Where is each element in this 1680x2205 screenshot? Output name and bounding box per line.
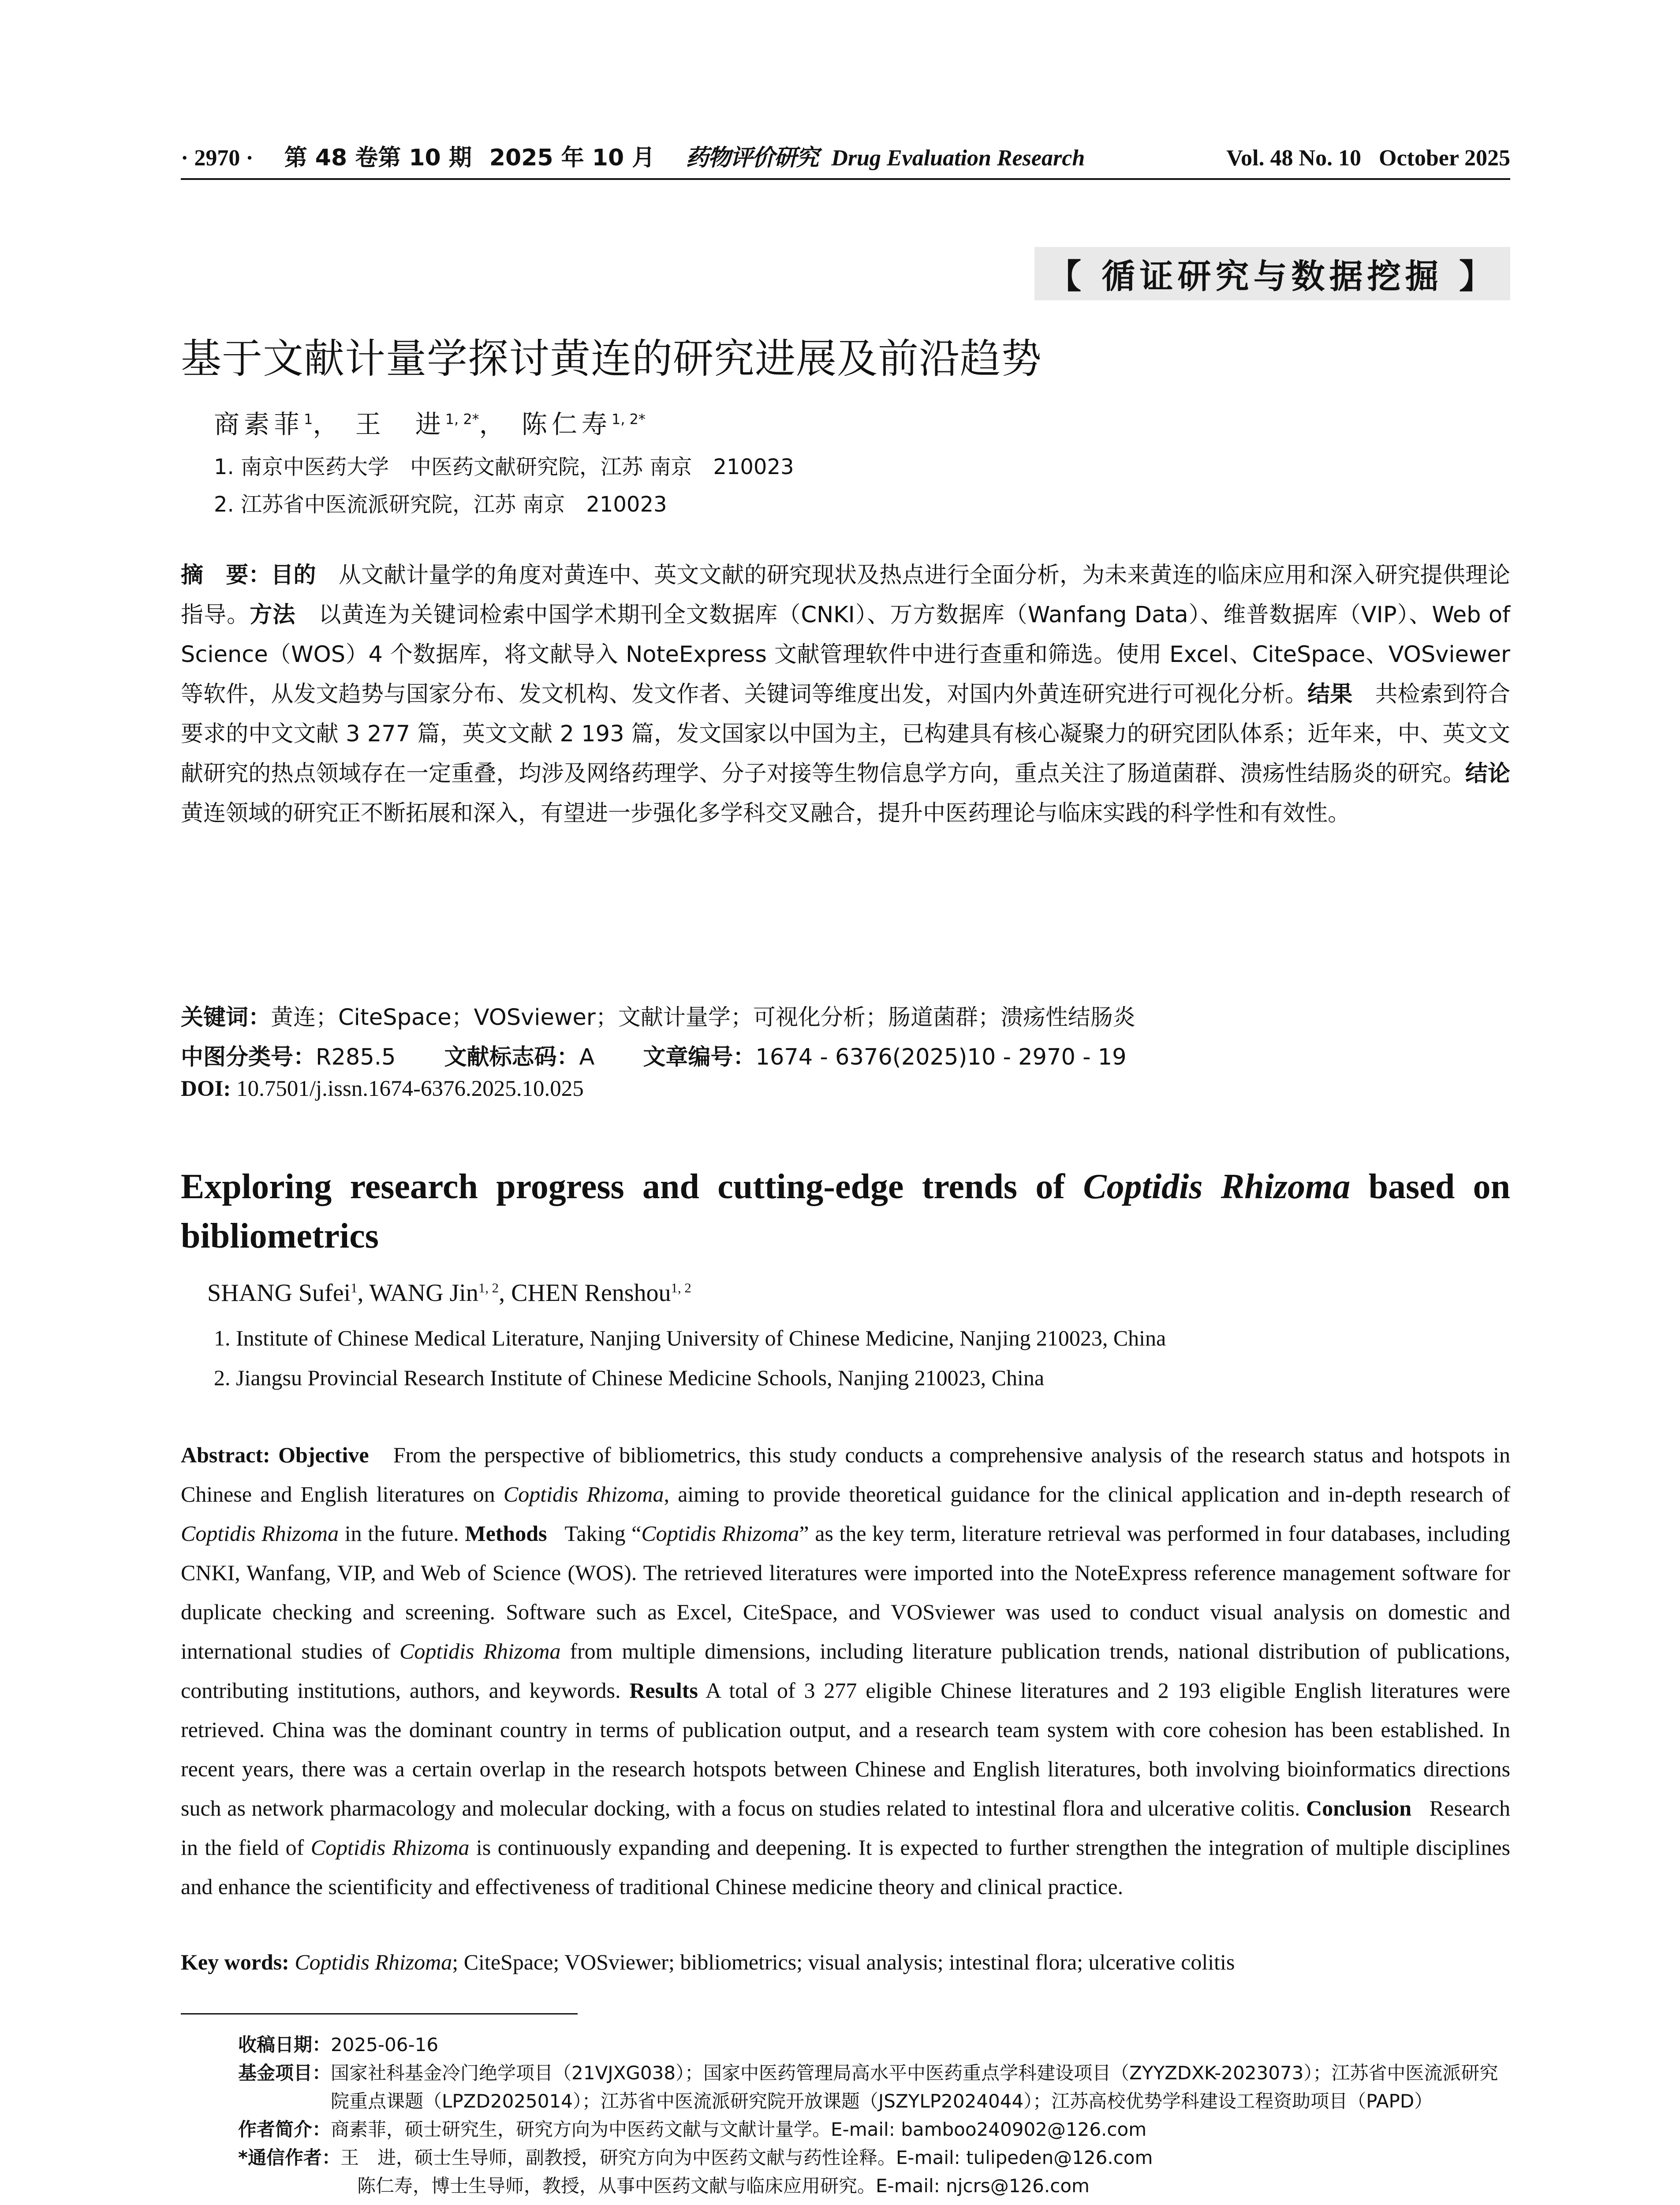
- en-objective: in the future.: [339, 1521, 459, 1546]
- en-author: SHANG Sufei: [207, 1279, 351, 1307]
- classification-row: [181, 1039, 1510, 1071]
- en-conclusion: Research in the field of: [181, 1796, 1511, 1860]
- cn-conclusion: 黄连领域的研究正不断拓展和深入，有望进一步强化多学科交叉融合，提升中医药理论与临床实践的科学性和有效性。: [181, 800, 1351, 826]
- journal-page: [181, 139, 1511, 2197]
- en-affiliation: 2. Jiangsu Provincial Research Institute of Chinese Medicine Schools, Nanjing 210023, China: [214, 1365, 1045, 1390]
- footnote-corresponding: [238, 2144, 1510, 2172]
- herb-name: Coptidis Rhizoma: [503, 1482, 664, 1506]
- cn-objective: 从文献计量学的角度对黄连中、英文文献的研究现状及热点进行全面分析，为未来黄连的临床应用和深入研究提供理论指导。: [181, 562, 1510, 628]
- cn-authors: 商素菲$^1$， 王 进$^{1, 2*}$， 陈仁寿$^{1, 2*}$: [214, 409, 646, 439]
- en-methods-label: Methods: [465, 1521, 547, 1546]
- herb-name: Coptidis Rhizoma: [181, 1521, 339, 1546]
- en-title: [181, 1162, 1510, 1261]
- herb-name: Coptidis Rhizoma: [641, 1521, 799, 1546]
- en-author-sup: 1, 2: [671, 1280, 691, 1296]
- cn-objective-label: 目的: [271, 562, 316, 588]
- footnote-divider: [181, 2013, 578, 2014]
- en-keywords-label: Key words:: [181, 1950, 289, 1974]
- cn-methods: 以黄连为关键词检索中国学术期刊全文数据库（CNKI）、万方数据库（Wanfang Data）、维普数据库（VIP）、Web of Science（WOS）4 个数据库，将文献导入 NoteExpress 文献管理软件中进行查重和筛选。使用 Excel、CiteSpace、VOSviewer 等软件，从发文趋势与国家分布、发文机构、发文作者、关键词等维度出发，对国内外黄连研究进行可视化分析。: [181, 602, 1511, 707]
- doi-value[interactable]: 10.7501/j.issn.1674-6376.2025.10.025: [236, 1076, 584, 1101]
- herb-name: Coptidis Rhizoma: [310, 1835, 470, 1860]
- cn-author-sup: 1, 2*: [612, 411, 646, 428]
- en-objective-label: Objective: [278, 1443, 369, 1467]
- doc-code-label: 文献标志码：: [444, 1044, 579, 1070]
- en-authors: SHANG Sufei$^1$, WANG Jin$^{1, 2}$, CHEN Renshou$^{1, 2}$: [207, 1279, 691, 1307]
- en-methods: Taking “: [564, 1521, 642, 1546]
- footnote-text: 2025-06-16: [331, 2034, 439, 2056]
- footnote-text: 王 进，硕士生导师，副教授，研究方向为中医药文献与药性诠释。E-mail: tulipeden@126.com: [340, 2147, 1153, 2168]
- article-id-value: 1674 - 6376(2025)10 - 2970 - 19: [755, 1044, 1127, 1070]
- en-title-italic: Coptidis Rhizoma: [1083, 1167, 1351, 1206]
- en-conclusion-label: Conclusion: [1306, 1796, 1411, 1820]
- cn-conclusion-label: 结论: [1465, 761, 1510, 787]
- footnote-author: [238, 2115, 1510, 2144]
- en-keywords: [181, 1949, 1510, 1975]
- en-results-label: Results: [629, 1678, 698, 1703]
- cn-author: 商素菲: [214, 409, 304, 439]
- doi: [181, 1076, 1510, 1102]
- en-title-part: based on bibliometrics: [181, 1167, 1511, 1256]
- en-objective: From the perspective of bibliometrics, this study conducts a comprehensive analysis of the research status and hotspots in Chinese and English literatures on: [181, 1443, 1510, 1506]
- cn-author-sup: 1: [304, 411, 313, 428]
- cn-affiliation: 1. 南京中医药大学 中医药文献研究院，江苏 南京 210023: [214, 455, 794, 479]
- footnote-corresponding-2: 陈仁寿，博士生导师，教授，从事中医药文献与临床应用研究。E-mail: njcrs@126.com: [357, 2175, 1090, 2197]
- footnote-fund: [238, 2059, 1510, 2115]
- article-id-label: 文章编号：: [643, 1044, 756, 1070]
- en-author: CHEN Renshou: [511, 1279, 671, 1307]
- en-author-sup: 1, 2: [478, 1280, 499, 1296]
- en-author-sup: 1: [351, 1280, 358, 1296]
- clc-value: R285.5: [316, 1044, 396, 1070]
- cn-abstract: [181, 556, 1510, 833]
- en-results: A total of 3 277 eligible Chinese literatures and 2 193 eligible English literatures were retrieved. China was the dominant country in terms of publication output, and a research team system with core cohesion has been established. In recent years, there was a certain overlap in the research hotspots between Chinese and English literatures, both involving bioinformatics directions such as network pharmacology and molecular docking, with a focus on studies related to intestinal flora and ulcerative colitis.: [181, 1678, 1511, 1820]
- cn-author: 王 进: [355, 409, 445, 439]
- en-keywords-rest: ; CiteSpace; VOSviewer; bibliometrics; visual analysis; intestinal flora; ulcerative colitis: [452, 1950, 1235, 1974]
- journal-name-en: Drug Evaluation Research: [831, 146, 1085, 171]
- cn-title: 基于文献计量学探讨黄连的研究进展及前沿趋势: [181, 335, 1042, 382]
- en-affiliation: 1. Institute of Chinese Medical Literature, Nanjing University of Chinese Medicine, Nanjing 210023, China: [214, 1326, 1166, 1350]
- footnote-label: 基金项目：: [238, 2062, 331, 2084]
- en-author: WANG Jin: [369, 1279, 478, 1307]
- journal-logo: 药物评价研究: [686, 145, 818, 171]
- date-cn: 2025 年 10 月: [489, 145, 655, 171]
- cn-results: 共检索到符合要求的中文文献 3 277 篇，英文文献 2 193 篇，发文国家以中国为主，已构建具有核心凝聚力的研究团队体系；近年来，中、英文文献研究的热点领域存在一定重叠，均涉及网络药理学、分子对接等生物信息学方向，重点关注了肠道菌群、溃疡性结肠炎的研究。: [181, 681, 1510, 787]
- footnote-label: 收稿日期：: [238, 2034, 331, 2056]
- cn-keywords-text: 黄连；CiteSpace；VOSviewer；文献计量学；可视化分析；肠道菌群；溃疡性结肠炎: [271, 1005, 1135, 1031]
- footnote-text: 商素菲，硕士研究生，研究方向为中医药文献与文献计量学。E-mail: bamboo240902@126.com: [331, 2119, 1147, 2140]
- herb-name: Coptidis Rhizoma: [399, 1639, 561, 1663]
- footnote-text: 国家社科基金冷门绝学项目（21VJXG038）；国家中医药管理局高水平中医药重点学科建设项目（ZYYZDXK-2023073）；江苏省中医流派研究院重点课题（LPZD2025014）；江苏省中医流派研究院开放课题（JSZYLP2024044）；江苏高校优势学科建设工程资助项目（PAPD）: [331, 2062, 1498, 2112]
- volume-issue-cn: 第 48 卷第 10 期: [284, 145, 472, 171]
- en-title-part: Exploring research progress and cutting-edge trends of: [181, 1167, 1083, 1206]
- en-abstract-label: Abstract:: [181, 1443, 270, 1467]
- en-methods: from multiple dimensions, including literature publication trends, national distribution of publications, contributing institutions, authors, and keywords.: [181, 1639, 1510, 1703]
- en-objective: , aiming to provide theoretical guidance for the clinical application and in-depth research of: [664, 1482, 1511, 1506]
- en-methods: ” as the key term, literature retrieval was performed in four databases, including CNKI, Wanfang, VIP, and Web of Science (WOS). The retrieved literatures were imported into the NoteExpress reference management software for duplicate checking and screening. Software such as Excel, CiteSpace, and VOSviewer was used to conduct visual analysis on domestic and international studies of: [181, 1521, 1511, 1663]
- footnotes: [238, 2031, 1510, 2200]
- footnote-label: 作者简介：: [238, 2119, 331, 2140]
- date-en: October 2025: [1379, 146, 1510, 171]
- en-abstract: [181, 1435, 1510, 1906]
- running-header: [181, 139, 1510, 180]
- page-number: · 2970 ·: [181, 146, 254, 171]
- cn-keywords: [181, 999, 1510, 1031]
- cn-author-sup: 1, 2*: [445, 411, 479, 428]
- footnote-label: *通信作者：: [238, 2147, 340, 2168]
- volume-issue-en: Vol. 48 No. 10: [1226, 146, 1362, 171]
- footnote-received: [238, 2031, 1510, 2059]
- doc-code-value: A: [579, 1044, 595, 1070]
- column-label: 【 循证研究与数据挖掘 】: [1034, 247, 1510, 300]
- en-conclusion: is continuously expanding and deepening. It is expected to further strengthen the integration of multiple disciplines and enhance the scientificity and effectiveness of traditional Chinese medicine theory and clinical practice.: [181, 1835, 1510, 1899]
- en-keyword-first: Coptidis Rhizoma: [295, 1950, 452, 1974]
- cn-affiliation: 2. 江苏省中医流派研究院，江苏 南京 210023: [214, 492, 667, 517]
- clc-label: 中图分类号：: [181, 1044, 316, 1070]
- cn-keywords-label: 关键词：: [181, 1005, 271, 1031]
- cn-author: 陈仁寿: [522, 409, 612, 439]
- cn-results-label: 结果: [1307, 681, 1353, 707]
- cn-abstract-label: 摘 要：: [181, 562, 271, 588]
- doi-label: DOI:: [181, 1076, 231, 1101]
- cn-methods-label: 方法: [250, 602, 296, 628]
